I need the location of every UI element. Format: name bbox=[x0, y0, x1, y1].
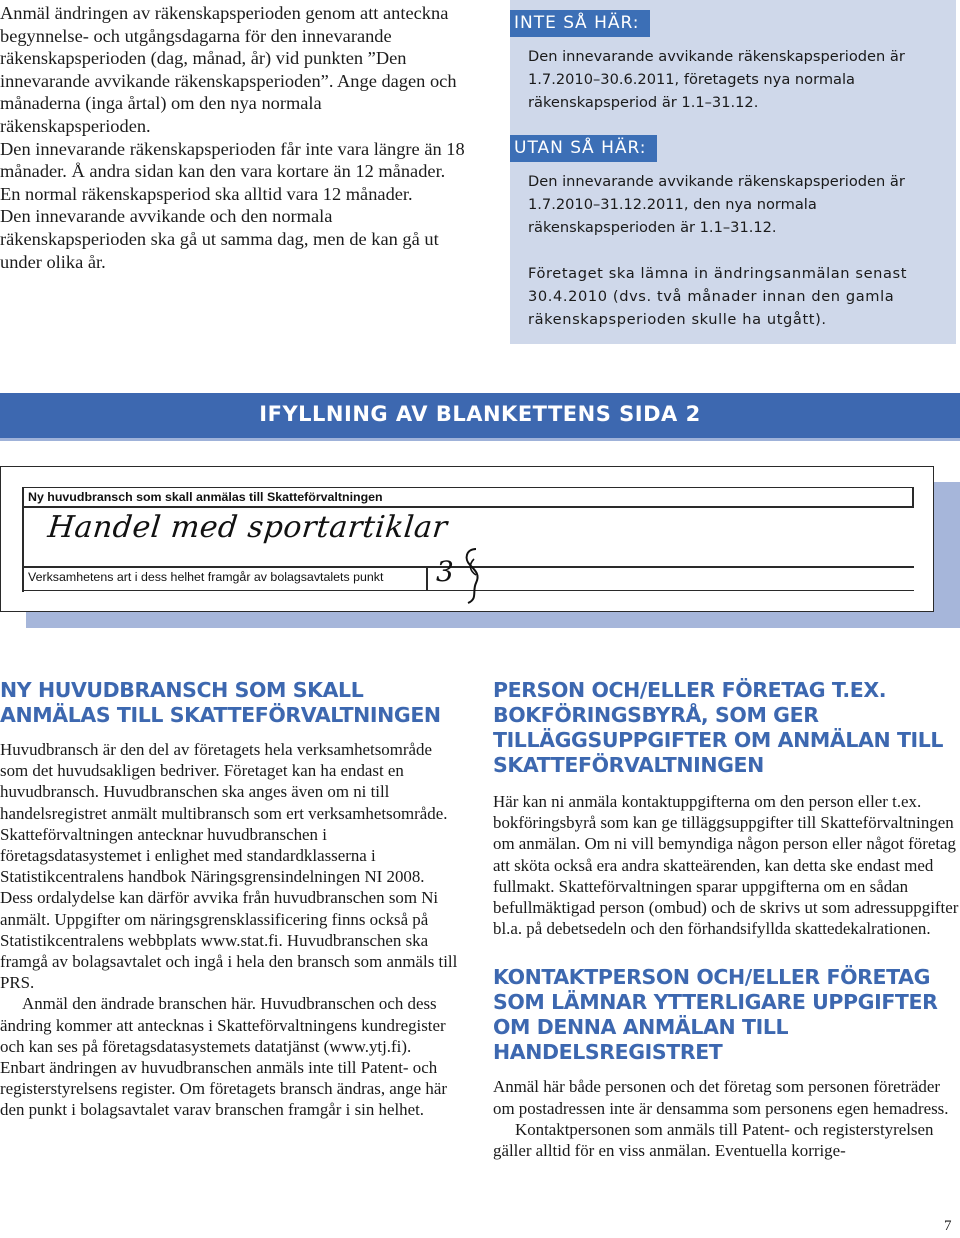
form-sample-divider bbox=[426, 566, 428, 591]
intro-text-block bbox=[0, 2, 470, 273]
section-sign-icon bbox=[458, 545, 488, 605]
wrong-example-tag: INTE SÅ HÄR: bbox=[510, 10, 650, 37]
right-column-paragraph-2: Anmäl här både personen och det företag som personen företräder om postadressen inte är densamma som personens egen hemadress. bbox=[493, 1077, 949, 1118]
right-column-paragraph-3: Kontaktpersonen som anmäls till Patent- och registerstyrelsen gäller alltid för en viss anmälan. Eventuella korrige- bbox=[493, 1119, 934, 1161]
right-column-heading-2: KONTAKTPERSON OCH/ELLER FÖRETAG SOM LÄMNAR YTTERLIGARE UPPGIFTER OM DENNA ANMÄLAN TILL HANDELSREGISTRET bbox=[493, 965, 938, 1065]
right-column-heading-1: PERSON OCH/ELLER FÖRETAG T.EX. BOKFÖRINGSBYRÅ, SOM GER TILLÄGGSUPPGIFTER OM ANMÄLAN TILL SKATTEFÖRVALTNINGEN bbox=[493, 678, 944, 777]
form-sample-rule bbox=[912, 487, 914, 507]
example-panel bbox=[510, 0, 956, 344]
right-example-tag: UTAN SÅ HÄR: bbox=[510, 135, 657, 162]
page-number: 7 bbox=[944, 1218, 952, 1234]
handwritten-branch-value: Handel med sportartiklar bbox=[46, 510, 450, 545]
left-column bbox=[0, 678, 460, 1121]
intro-paragraph-3: Den innevarande avvikande och den normala räkenskapsperioden ska gå ut samma dag, men de kan gå ut under olika år. bbox=[0, 206, 439, 272]
wrong-example-text: Den innevarande avvikande räkenskapsperioden är 1.7.2010–30.6.2011, företagets nya normala räkenskapsperiod är 1.1–31.12. bbox=[528, 48, 905, 111]
section-banner-title: IFYLLNING AV BLANKETTENS SIDA 2 bbox=[259, 402, 701, 426]
handwritten-section-number: 3 bbox=[436, 555, 454, 588]
intro-paragraph-2: Den innevarande räkenskapsperioden får inte vara längre än 18 månader. Å andra sidan kan den vara kortare än 12 månader. En normal räkenskapsperiod ska alltid vara 12 månader. bbox=[0, 138, 465, 204]
right-column bbox=[493, 678, 960, 1161]
section-banner bbox=[0, 393, 960, 438]
left-column-paragraph-2: Anmäl den ändrade branschen här. Huvudbranschen och dess ändring kommer att antecknas i Skatteförvaltningens kundregister och kan ses på företagsdatasystemets datatjänst (www.ytj.fi). Enbart ändringen av huvudbranschen anmäls inte till Patent- och registerstyrelsens register. Om företagets bransch ändras, ange här den punkt i bolagsavtalet varav branschen framgår i sin helhet. bbox=[0, 994, 447, 1120]
right-column-paragraph-1: Här kan ni anmäla kontaktuppgifterna om den person eller t.ex. bokföringsbyrå som kan ge tilläggsuppgifter till Skatteförvaltningen om anmälan. Om ni vill bemyndiga någon person eller något företag att sköta också era andra skatteärenden, kan detta ske endast med fullmakt. Skatteförvaltningen sparar uppgifterna om en sådan befullmäktigad person (ombud) och de skrivs ut som adressuppgifter bl.a. på debetsedeln och den förhandsifyllda skattedekalrationen. bbox=[493, 792, 959, 939]
deadline-text: Företaget ska lämna in ändringsanmälan senast 30.4.2010 (dvs. två månader innan den gamla räkenskapsperioden skulle ha utgått). bbox=[528, 265, 908, 328]
banner-underline bbox=[0, 438, 960, 441]
intro-paragraph-1: Anmäl ändringen av räkenskapsperioden genom att anteckna begynnelse- och utgångsdagarna för den innevarande räkenskapsperioden (dag, månad, år) vid punkten ”Den innevarande avvikande räkenskapsperioden”. Ange dagen och månaderna (inga årtal) om den nya normala räkenskapsperioden. bbox=[0, 3, 457, 136]
left-column-heading: NY HUVUDBRANSCH SOM SKALL ANMÄLAS TILL SKATTEFÖRVALTNINGEN bbox=[0, 678, 441, 727]
right-example-text: Den innevarande avvikande räkenskapsperioden är 1.7.2010–31.12.2011, den nya normala räkenskapsperioden är 1.1–31.12. bbox=[528, 173, 905, 236]
form-basis-label: Verksamhetens art i dess helhet framgår av bolagsavtalets punkt bbox=[28, 570, 384, 584]
form-field-label: Ny huvudbransch som skall anmälas till Skatteförvaltningen bbox=[28, 490, 383, 504]
form-sample-rule bbox=[22, 506, 914, 508]
left-column-paragraph-1: Huvudbransch är den del av företagets hela verksamhetsområde som det huvudsakligen bedriver. Företaget kan ha endast en huvudbransch. Huvudbranschen ska anges även om ni till handelsregistret anmält multibransch som ert verksamhetsområde. Skatteförvaltningen antecknar huvudbranschen i företagsdatasystemet i enlighet med standardklasserna i Statistikcentralens handbok Näringsgrensindelningen NI 2008. Dess ordalydelse kan därför avvika från huvudbranschen som Ni anmält. Uppgifter om näringsgrensklassificering finns också på Statistikcentralens webbplats www.stat.fi. Huvudbranschen ska framgå av bolagsavtalet och ingå i hela den bransch som anmäls till PRS. bbox=[0, 740, 458, 993]
